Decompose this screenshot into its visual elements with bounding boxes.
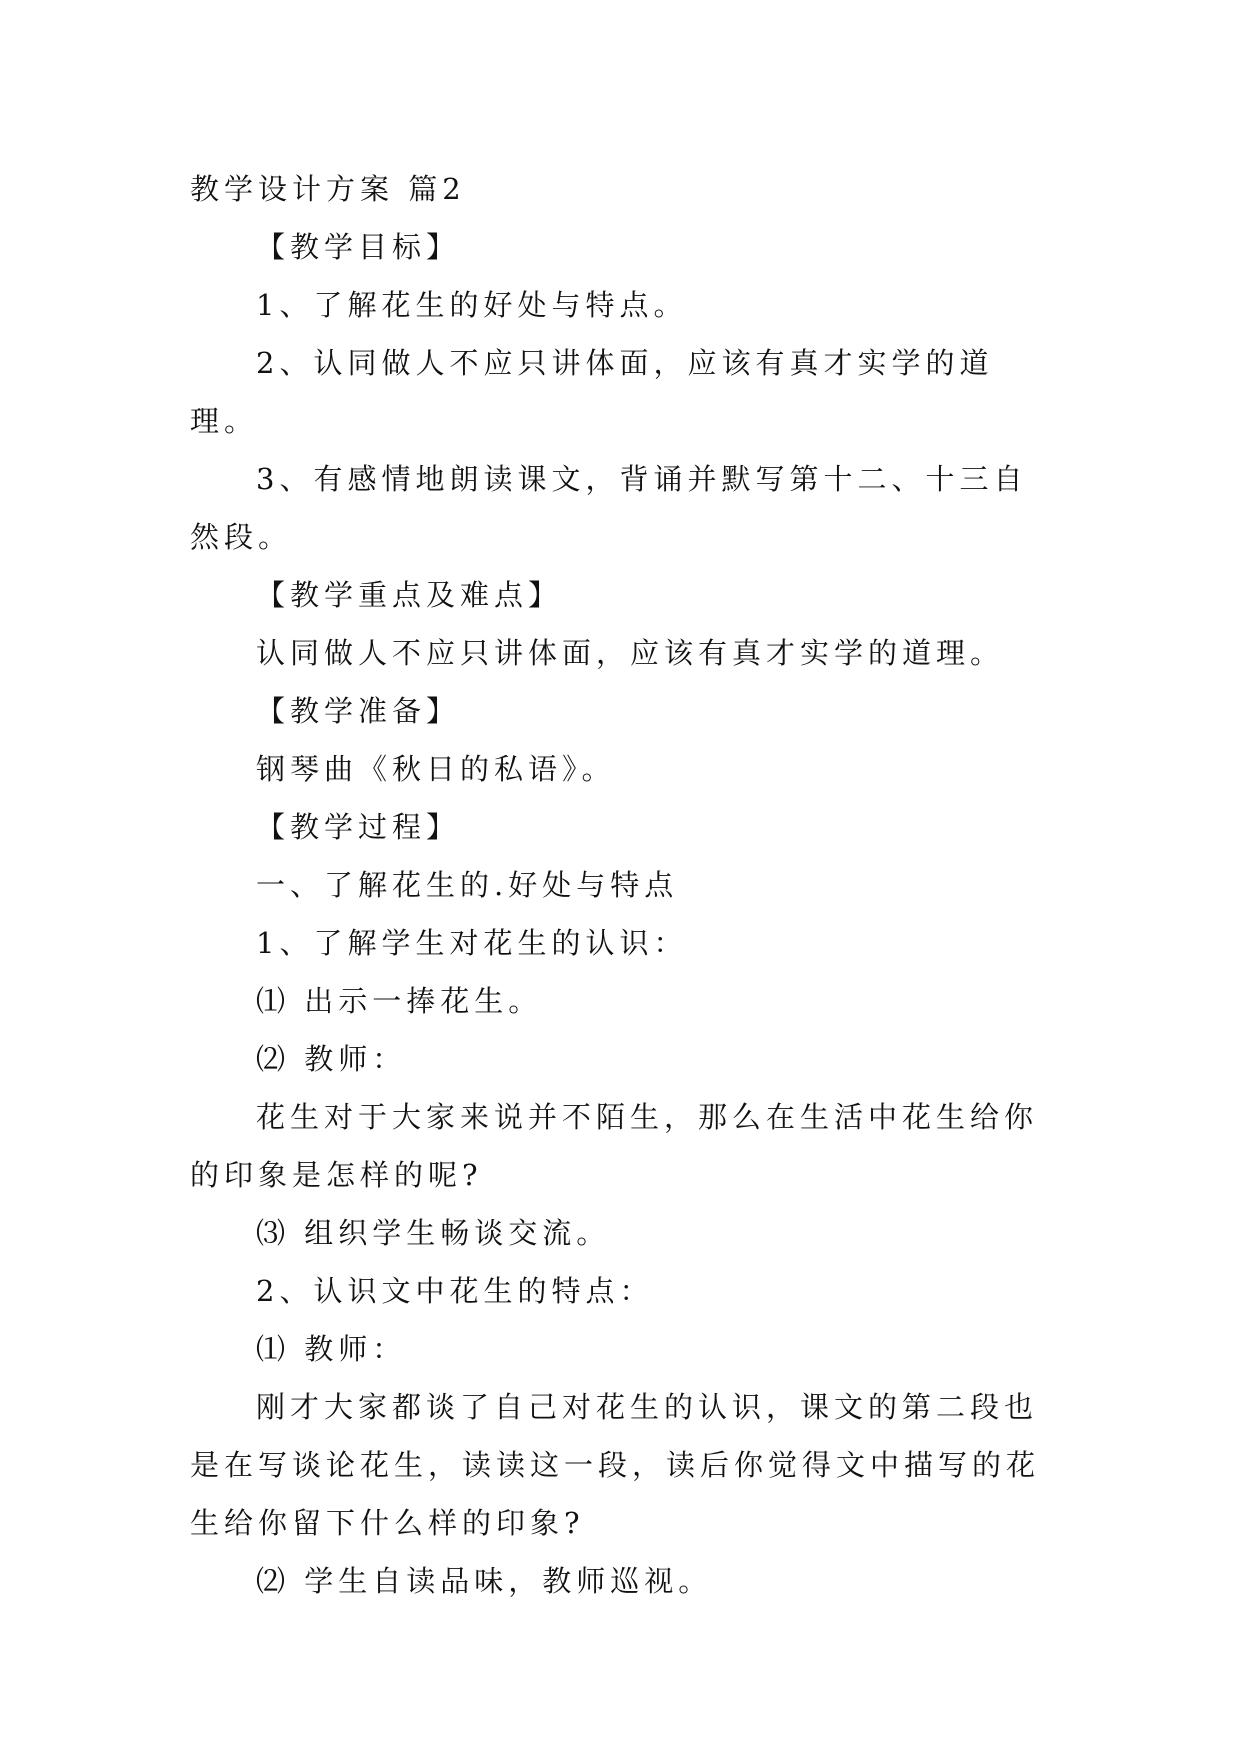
section-heading-process: 【教学过程】 [256, 810, 461, 844]
paragraph: ⑶ 组织学生畅谈交流。 [256, 1216, 611, 1250]
paragraph: ⑴ 出示一捧花生。 [256, 984, 543, 1018]
paragraph: 钢琴曲《秋日的私语》。 [256, 752, 616, 786]
paragraph: 一、了解花生的.好处与特点 [256, 868, 679, 902]
paragraph: 刚才大家都谈了自己对花生的认识，课文的第二段也是在写谈论花生，读读这一段，读后你觉得文中描写的花生给你留下什么样的印象? [190, 1390, 1041, 1540]
paragraph: 花生对于大家来说并不陌生，那么在生活中花生给你的印象是怎样的呢? [190, 1100, 1039, 1192]
document-page [190, 160, 1060, 1610]
paragraph: ⑵ 教师： [256, 1042, 407, 1076]
paragraph: ⑴ 教师： [256, 1332, 407, 1366]
section-heading-key-points: 【教学重点及难点】 [256, 578, 563, 612]
paragraph: 1、了解学生对花生的认识： [256, 926, 688, 960]
paragraph: 2、认同做人不应只讲体面，应该有真才实学的道理。 [190, 346, 994, 438]
paragraph: ⑵ 学生自读品味，教师巡视。 [256, 1564, 713, 1598]
paragraph: 1、了解花生的好处与特点。 [256, 288, 688, 322]
section-heading-objectives: 【教学目标】 [256, 230, 461, 264]
paragraph: 3、有感情地朗读课文，背诵并默写第十二、十三自然段。 [190, 462, 1028, 554]
paragraph: 认同做人不应只讲体面，应该有真才实学的道理。 [256, 636, 1005, 670]
section-heading-preparation: 【教学准备】 [256, 694, 461, 728]
document-title: 教学设计方案 篇2 [190, 172, 466, 206]
paragraph: 2、认识文中花生的特点： [256, 1274, 654, 1308]
